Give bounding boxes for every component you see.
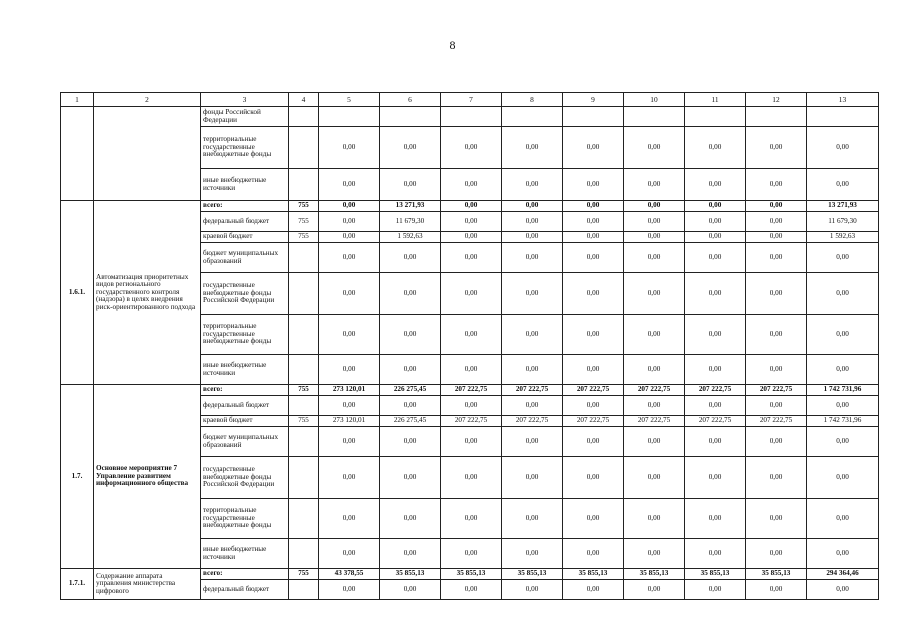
total-amount: 0,00: [807, 427, 879, 457]
year-amount: 0,00: [319, 127, 380, 169]
year-amount: [319, 107, 380, 127]
year-amount: 0,00: [502, 201, 563, 212]
total-amount: 0,00: [807, 396, 879, 416]
year-amount: 35 855,13: [563, 569, 624, 580]
year-amount: 0,00: [685, 201, 746, 212]
year-amount: 273 120,01: [319, 416, 380, 427]
year-amount: 0,00: [746, 457, 807, 499]
year-amount: 207 222,75: [441, 416, 502, 427]
year-amount: 226 275,45: [380, 416, 441, 427]
year-amount: 0,00: [746, 273, 807, 315]
funding-source: федеральный бюджет: [201, 212, 289, 232]
year-amount: 0,00: [502, 539, 563, 569]
page-number: 8: [449, 38, 456, 52]
total-amount: 1 742 731,96: [807, 385, 879, 396]
year-amount: 0,00: [319, 427, 380, 457]
year-amount: 207 222,75: [624, 416, 685, 427]
year-amount: 0,00: [441, 212, 502, 232]
year-amount: 0,00: [563, 427, 624, 457]
year-amount: [624, 107, 685, 127]
year-amount: 0,00: [685, 355, 746, 385]
table-row: [61, 385, 879, 396]
year-amount: 0,00: [441, 427, 502, 457]
year-amount: 35 855,13: [380, 569, 441, 580]
year-amount: 0,00: [441, 232, 502, 243]
year-amount: 0,00: [685, 273, 746, 315]
item-name: Основное мероприятие 7 Управление развитием информационного общества: [94, 385, 201, 569]
grbs-code: [289, 499, 319, 539]
year-amount: 207 222,75: [502, 416, 563, 427]
year-amount: 0,00: [563, 457, 624, 499]
year-amount: 0,00: [441, 315, 502, 355]
grbs-code: [289, 355, 319, 385]
year-amount: 0,00: [624, 169, 685, 201]
year-amount: 0,00: [563, 169, 624, 201]
year-amount: 0,00: [380, 396, 441, 416]
year-amount: 35 855,13: [502, 569, 563, 580]
column-number-10: 10: [624, 93, 685, 107]
total-amount: 13 271,93: [807, 201, 879, 212]
year-amount: 0,00: [502, 232, 563, 243]
year-amount: 0,00: [380, 355, 441, 385]
column-number-13: 13: [807, 93, 879, 107]
total-amount: 0,00: [807, 243, 879, 273]
year-amount: 11 679,30: [380, 212, 441, 232]
year-amount: 0,00: [746, 427, 807, 457]
year-amount: 0,00: [502, 396, 563, 416]
year-amount: 0,00: [624, 315, 685, 355]
year-amount: 0,00: [563, 499, 624, 539]
column-number-5: 5: [319, 93, 380, 107]
year-amount: 0,00: [441, 580, 502, 600]
year-amount: 0,00: [502, 315, 563, 355]
column-number-11: 11: [685, 93, 746, 107]
year-amount: 207 222,75: [502, 385, 563, 396]
year-amount: 0,00: [380, 499, 441, 539]
table-row: [61, 107, 879, 127]
year-amount: 0,00: [624, 201, 685, 212]
year-amount: 1 592,63: [380, 232, 441, 243]
year-amount: 35 855,13: [441, 569, 502, 580]
year-amount: 273 120,01: [319, 385, 380, 396]
funding-source: краевой бюджет: [201, 232, 289, 243]
total-amount: [807, 107, 879, 127]
column-number-4: 4: [289, 93, 319, 107]
year-amount: 207 222,75: [563, 416, 624, 427]
year-amount: 0,00: [746, 212, 807, 232]
table-row: [61, 201, 879, 212]
total-amount: 0,00: [807, 457, 879, 499]
year-amount: 0,00: [685, 315, 746, 355]
year-amount: 0,00: [746, 201, 807, 212]
year-amount: 0,00: [685, 427, 746, 457]
year-amount: 0,00: [441, 355, 502, 385]
year-amount: 0,00: [746, 539, 807, 569]
year-amount: 43 378,55: [319, 569, 380, 580]
year-amount: 0,00: [502, 169, 563, 201]
year-amount: 0,00: [563, 539, 624, 569]
grbs-code: 755: [289, 416, 319, 427]
funding-source: иные внебюджетные источники: [201, 539, 289, 569]
funding-source: бюджет муниципальных образований: [201, 427, 289, 457]
year-amount: 0,00: [685, 243, 746, 273]
year-amount: 0,00: [746, 315, 807, 355]
funding-source: бюджет муниципальных образований: [201, 243, 289, 273]
year-amount: 0,00: [624, 232, 685, 243]
year-amount: 0,00: [441, 243, 502, 273]
year-amount: [502, 107, 563, 127]
funding-source: территориальные государственные внебюджетные фонды: [201, 499, 289, 539]
total-amount: 0,00: [807, 315, 879, 355]
year-amount: 207 222,75: [685, 385, 746, 396]
grbs-code: 755: [289, 212, 319, 232]
year-amount: 207 222,75: [746, 385, 807, 396]
year-amount: 0,00: [502, 212, 563, 232]
year-amount: 207 222,75: [441, 385, 502, 396]
item-name: Содержание аппарата управления министерства цифрового: [94, 569, 201, 600]
column-number-3: 3: [201, 93, 289, 107]
total-amount: 0,00: [807, 169, 879, 201]
year-amount: 0,00: [624, 273, 685, 315]
column-number-7: 7: [441, 93, 502, 107]
total-amount: 0,00: [807, 499, 879, 539]
year-amount: 0,00: [319, 169, 380, 201]
grbs-code: 755: [289, 201, 319, 212]
year-amount: 0,00: [380, 273, 441, 315]
item-number: 1.6.1.: [61, 201, 94, 385]
grbs-code: [289, 169, 319, 201]
column-number-12: 12: [746, 93, 807, 107]
total-amount: 0,00: [807, 127, 879, 169]
year-amount: 0,00: [502, 127, 563, 169]
year-amount: 0,00: [685, 499, 746, 539]
funding-source: всего:: [201, 201, 289, 212]
grbs-code: [289, 457, 319, 499]
year-amount: 0,00: [380, 243, 441, 273]
grbs-code: [289, 580, 319, 600]
year-amount: 0,00: [563, 127, 624, 169]
year-amount: 0,00: [685, 212, 746, 232]
year-amount: 35 855,13: [624, 569, 685, 580]
table-row: [61, 569, 879, 580]
total-amount: 0,00: [807, 580, 879, 600]
total-amount: 294 364,46: [807, 569, 879, 580]
grbs-code: 755: [289, 385, 319, 396]
year-amount: 0,00: [563, 355, 624, 385]
year-amount: 0,00: [319, 539, 380, 569]
year-amount: 0,00: [624, 396, 685, 416]
year-amount: 0,00: [502, 273, 563, 315]
grbs-code: [289, 396, 319, 416]
funding-source: всего:: [201, 569, 289, 580]
year-amount: 0,00: [746, 232, 807, 243]
funding-source: всего:: [201, 385, 289, 396]
year-amount: 0,00: [563, 315, 624, 355]
year-amount: 0,00: [685, 169, 746, 201]
grbs-code: 755: [289, 232, 319, 243]
year-amount: 0,00: [502, 499, 563, 539]
year-amount: 0,00: [685, 127, 746, 169]
year-amount: 0,00: [746, 580, 807, 600]
year-amount: 0,00: [563, 212, 624, 232]
grbs-code: [289, 107, 319, 127]
year-amount: 207 222,75: [624, 385, 685, 396]
year-amount: 0,00: [624, 212, 685, 232]
funding-source: государственные внебюджетные фонды Российской Федерации: [201, 457, 289, 499]
year-amount: 0,00: [319, 315, 380, 355]
year-amount: 0,00: [441, 273, 502, 315]
year-amount: 0,00: [746, 127, 807, 169]
grbs-code: [289, 427, 319, 457]
year-amount: 0,00: [685, 232, 746, 243]
item-name: Автоматизация приоритетных видов регионального государственного контроля (надзора) в целях внедрения риск-ориентированного подхода: [94, 201, 201, 385]
total-amount: 1 592,63: [807, 232, 879, 243]
year-amount: 207 222,75: [746, 416, 807, 427]
year-amount: 0,00: [319, 273, 380, 315]
year-amount: 0,00: [685, 580, 746, 600]
year-amount: 0,00: [563, 232, 624, 243]
year-amount: 0,00: [563, 273, 624, 315]
year-amount: 0,00: [380, 169, 441, 201]
year-amount: [685, 107, 746, 127]
year-amount: 0,00: [624, 355, 685, 385]
year-amount: 13 271,93: [380, 201, 441, 212]
year-amount: 0,00: [502, 243, 563, 273]
year-amount: 0,00: [441, 201, 502, 212]
item-number: 1.7.1.: [61, 569, 94, 600]
year-amount: 0,00: [746, 243, 807, 273]
year-amount: 0,00: [563, 396, 624, 416]
item-name: [94, 107, 201, 201]
year-amount: 0,00: [624, 243, 685, 273]
year-amount: 0,00: [380, 580, 441, 600]
column-number-8: 8: [502, 93, 563, 107]
funding-source: краевой бюджет: [201, 416, 289, 427]
year-amount: 0,00: [685, 396, 746, 416]
year-amount: 0,00: [746, 355, 807, 385]
funding-source: территориальные государственные внебюджетные фонды: [201, 315, 289, 355]
year-amount: 0,00: [380, 127, 441, 169]
column-number-6: 6: [380, 93, 441, 107]
year-amount: 0,00: [380, 457, 441, 499]
program-financing-table: [60, 92, 879, 600]
total-amount: 0,00: [807, 273, 879, 315]
funding-source: федеральный бюджет: [201, 396, 289, 416]
year-amount: 0,00: [624, 499, 685, 539]
year-amount: 0,00: [624, 457, 685, 499]
year-amount: 0,00: [746, 499, 807, 539]
year-amount: 0,00: [319, 355, 380, 385]
total-amount: 11 679,30: [807, 212, 879, 232]
year-amount: 0,00: [502, 355, 563, 385]
year-amount: 0,00: [502, 427, 563, 457]
year-amount: 0,00: [685, 457, 746, 499]
year-amount: 0,00: [502, 580, 563, 600]
year-amount: 0,00: [624, 580, 685, 600]
year-amount: 0,00: [624, 427, 685, 457]
column-number-2: 2: [94, 93, 201, 107]
year-amount: [441, 107, 502, 127]
year-amount: [563, 107, 624, 127]
funding-source: иные внебюджетные источники: [201, 355, 289, 385]
grbs-code: [289, 539, 319, 569]
year-amount: 0,00: [441, 127, 502, 169]
year-amount: 0,00: [441, 539, 502, 569]
grbs-code: [289, 127, 319, 169]
grbs-code: [289, 273, 319, 315]
year-amount: 207 222,75: [685, 416, 746, 427]
item-number: 1.7.: [61, 385, 94, 569]
column-number-1: 1: [61, 93, 94, 107]
year-amount: 0,00: [319, 499, 380, 539]
year-amount: [380, 107, 441, 127]
item-number: [61, 107, 94, 201]
year-amount: 0,00: [319, 457, 380, 499]
year-amount: 0,00: [502, 457, 563, 499]
year-amount: 0,00: [380, 315, 441, 355]
year-amount: 0,00: [746, 396, 807, 416]
year-amount: 0,00: [441, 499, 502, 539]
funding-source: государственные внебюджетные фонды Российской Федерации: [201, 273, 289, 315]
year-amount: 0,00: [380, 427, 441, 457]
year-amount: 0,00: [319, 212, 380, 232]
year-amount: 0,00: [441, 396, 502, 416]
year-amount: 0,00: [380, 539, 441, 569]
year-amount: 0,00: [319, 580, 380, 600]
year-amount: 0,00: [319, 396, 380, 416]
year-amount: 0,00: [685, 539, 746, 569]
column-number-row: [61, 93, 879, 107]
year-amount: 0,00: [319, 243, 380, 273]
year-amount: 0,00: [624, 127, 685, 169]
total-amount: 0,00: [807, 539, 879, 569]
year-amount: 0,00: [319, 201, 380, 212]
year-amount: 0,00: [441, 169, 502, 201]
grbs-code: 755: [289, 569, 319, 580]
grbs-code: [289, 243, 319, 273]
year-amount: 0,00: [746, 169, 807, 201]
year-amount: 207 222,75: [563, 385, 624, 396]
column-number-9: 9: [563, 93, 624, 107]
total-amount: 0,00: [807, 355, 879, 385]
year-amount: 0,00: [441, 457, 502, 499]
total-amount: 1 742 731,96: [807, 416, 879, 427]
year-amount: 0,00: [563, 580, 624, 600]
funding-source: федеральный бюджет: [201, 580, 289, 600]
year-amount: 0,00: [319, 232, 380, 243]
year-amount: 226 275,45: [380, 385, 441, 396]
funding-source: фонды Российской Федерации: [201, 107, 289, 127]
funding-source: территориальные государственные внебюджетные фонды: [201, 127, 289, 169]
year-amount: [746, 107, 807, 127]
grbs-code: [289, 315, 319, 355]
year-amount: 0,00: [563, 243, 624, 273]
year-amount: 0,00: [624, 539, 685, 569]
year-amount: 0,00: [563, 201, 624, 212]
year-amount: 35 855,13: [685, 569, 746, 580]
year-amount: 35 855,13: [746, 569, 807, 580]
funding-source: иные внебюджетные источники: [201, 169, 289, 201]
